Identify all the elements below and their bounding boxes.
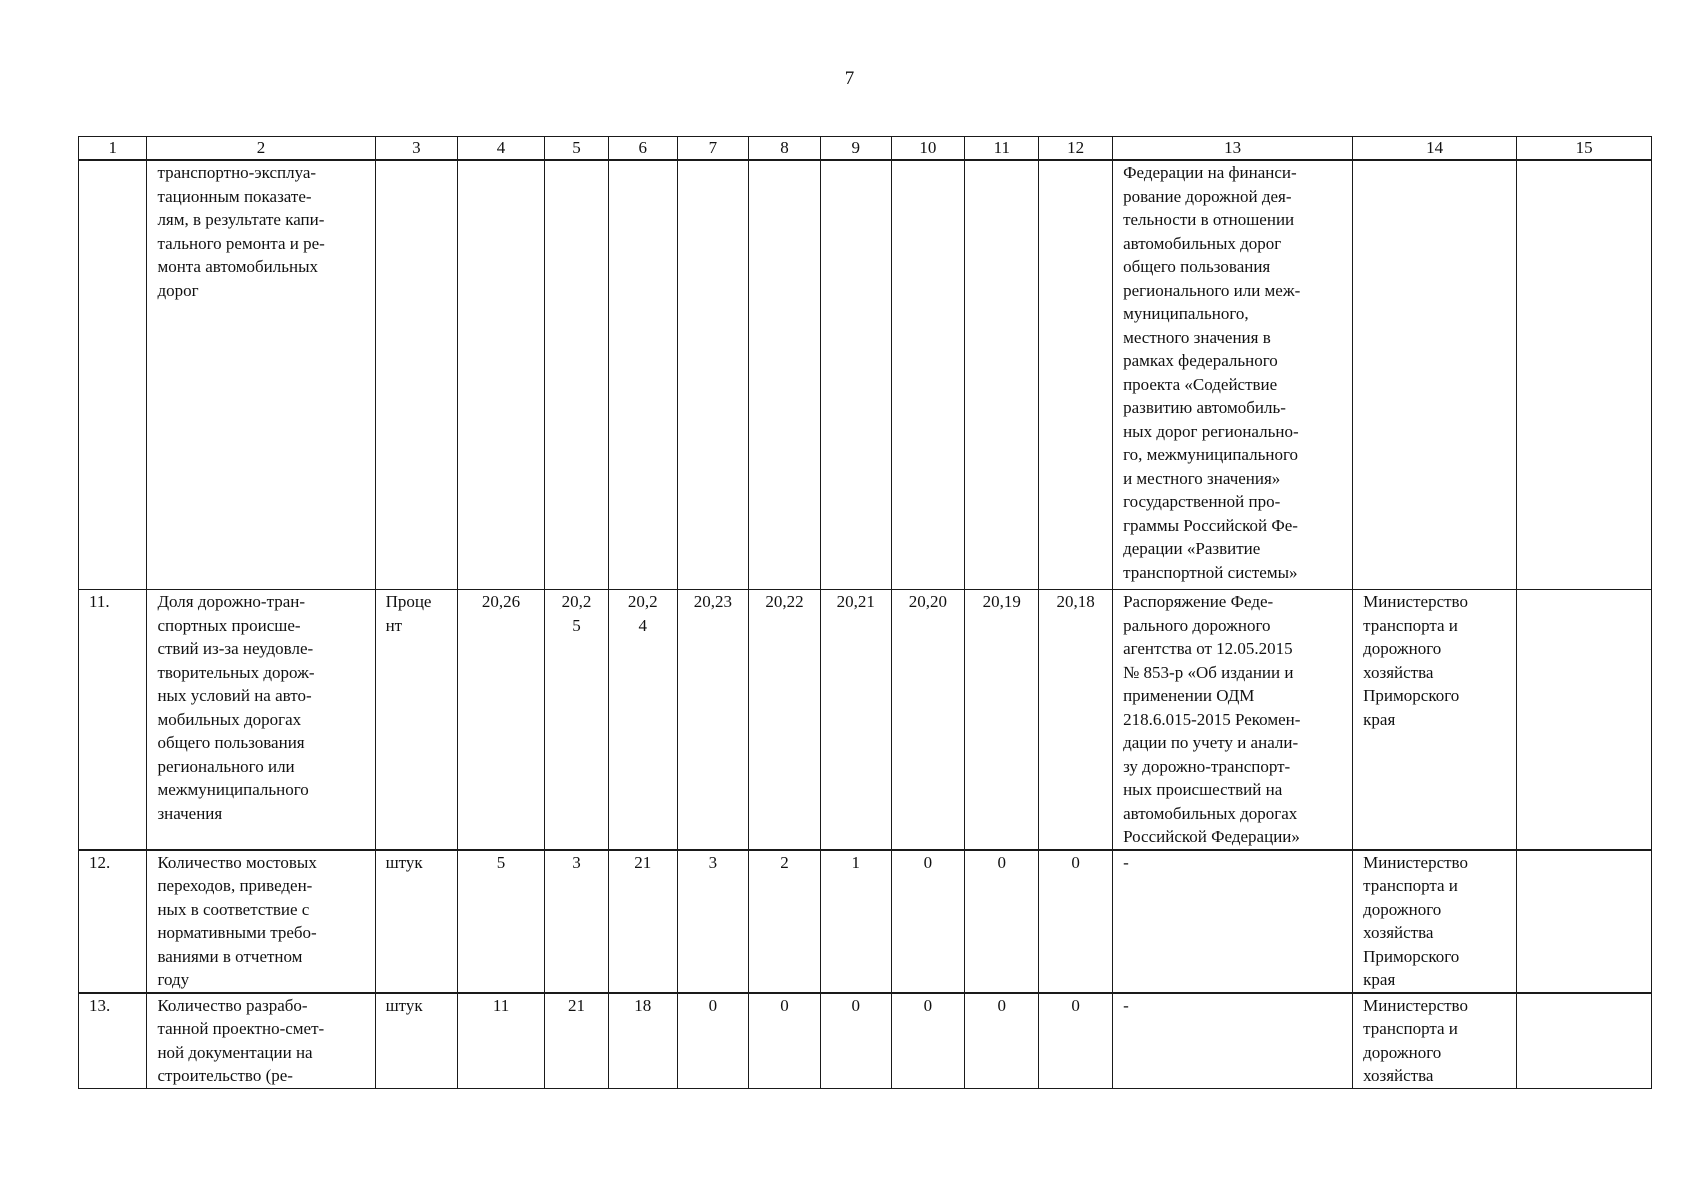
table-row xyxy=(79,993,1652,1089)
notes-cell xyxy=(1517,590,1652,850)
value-cell: 20,18 xyxy=(1039,590,1113,850)
column-header: 2 xyxy=(147,137,375,161)
value-cell: 18 xyxy=(609,993,677,1089)
value-cell: 0 xyxy=(1039,993,1113,1089)
value-cell: 0 xyxy=(820,993,891,1089)
value-cell xyxy=(749,160,821,590)
value-cell: 20,23 xyxy=(677,590,749,850)
source-document-cell: Федерации на финанси- рование дорожной дея- тельности в отношении автомобильных дорог общего пользования регионального или меж- муниципального, местного значения в рамках федерального проекта «Содействие развитию автомобиль- ных дорог регионально- го, межмуниципального и местного значения» государственной про- граммы Российской Фе- дерации «Развитие транспортной системы» xyxy=(1113,160,1353,590)
indicators-table xyxy=(78,136,1652,1089)
row-number-cell: 12. xyxy=(79,850,147,993)
page-number: 7 xyxy=(844,68,855,89)
column-header: 11 xyxy=(965,137,1039,161)
value-cell: 1 xyxy=(820,850,891,993)
value-cell: 3 xyxy=(545,850,609,993)
table-row xyxy=(79,590,1652,850)
column-header: 6 xyxy=(609,137,677,161)
value-cell: 0 xyxy=(1039,850,1113,993)
notes-cell xyxy=(1517,850,1652,993)
value-cell: 21 xyxy=(545,993,609,1089)
value-cell xyxy=(677,160,749,590)
value-cell: 3 xyxy=(677,850,749,993)
column-number-header-row xyxy=(79,137,1652,161)
value-cell xyxy=(820,160,891,590)
value-cell xyxy=(965,160,1039,590)
column-header: 13 xyxy=(1113,137,1353,161)
value-cell: 20,2 4 xyxy=(609,590,677,850)
unit-cell: штук xyxy=(375,850,458,993)
column-header: 7 xyxy=(677,137,749,161)
source-document-cell: - xyxy=(1113,993,1353,1089)
value-cell: 20,20 xyxy=(891,590,965,850)
value-cell: 20,22 xyxy=(749,590,821,850)
indicator-name-cell: Доля дорожно-тран- спортных происше- ствий из-за неудовле- творительных дорож- ных условий на авто- мобильных дорогах общего пользования регионального или межмуниципального значения xyxy=(147,590,375,850)
column-header: 3 xyxy=(375,137,458,161)
responsible-body-cell xyxy=(1353,160,1517,590)
value-cell: 20,19 xyxy=(965,590,1039,850)
value-cell: 5 xyxy=(458,850,545,993)
responsible-body-cell: Министерство транспорта и дорожного хозяйства Приморского края xyxy=(1353,850,1517,993)
value-cell xyxy=(458,160,545,590)
value-cell: 0 xyxy=(965,993,1039,1089)
column-header: 1 xyxy=(79,137,147,161)
unit-cell: Проце нт xyxy=(375,590,458,850)
indicator-name-cell: Количество разрабо- танной проектно-смет- ной документации на строительство (ре- xyxy=(147,993,375,1089)
responsible-body-cell: Министерство транспорта и дорожного хозяйства Приморского края xyxy=(1353,590,1517,850)
value-cell: 2 xyxy=(749,850,821,993)
column-header: 12 xyxy=(1039,137,1113,161)
unit-cell: штук xyxy=(375,993,458,1089)
value-cell: 20,26 xyxy=(458,590,545,850)
row-number-cell: 11. xyxy=(79,590,147,850)
value-cell: 20,21 xyxy=(820,590,891,850)
responsible-body-cell: Министерство транспорта и дорожного хозяйства xyxy=(1353,993,1517,1089)
value-cell: 0 xyxy=(677,993,749,1089)
value-cell: 0 xyxy=(749,993,821,1089)
column-header: 15 xyxy=(1517,137,1652,161)
source-document-cell: Распоряжение Феде- рального дорожного агентства от 12.05.2015 № 853-р «Об издании и применении ОДМ 218.6.015-2015 Рекомен- дации по учету и анали- зу дорожно-транспорт- ных происшествий на автомобильных дорогах Российской Федерации» xyxy=(1113,590,1353,850)
indicator-name-cell: транспортно-эксплуа- тационным показате- лям, в результате капи- тального ремонта и ре- монта автомобильных дорог xyxy=(147,160,375,590)
column-header: 9 xyxy=(820,137,891,161)
notes-cell xyxy=(1517,993,1652,1089)
row-number-cell: 13. xyxy=(79,993,147,1089)
indicator-name-cell: Количество мостовых переходов, приведен- ных в соответствие с нормативными требо- ваниями в отчетном году xyxy=(147,850,375,993)
value-cell: 0 xyxy=(965,850,1039,993)
value-cell xyxy=(1039,160,1113,590)
value-cell: 20,2 5 xyxy=(545,590,609,850)
value-cell xyxy=(891,160,965,590)
value-cell xyxy=(545,160,609,590)
unit-cell xyxy=(375,160,458,590)
value-cell: 0 xyxy=(891,850,965,993)
value-cell: 0 xyxy=(891,993,965,1089)
value-cell: 11 xyxy=(458,993,545,1089)
notes-cell xyxy=(1517,160,1652,590)
column-header: 8 xyxy=(749,137,821,161)
column-header: 4 xyxy=(458,137,545,161)
value-cell: 21 xyxy=(609,850,677,993)
column-header: 14 xyxy=(1353,137,1517,161)
table-row xyxy=(79,850,1652,993)
value-cell xyxy=(609,160,677,590)
column-header: 10 xyxy=(891,137,965,161)
column-header: 5 xyxy=(545,137,609,161)
row-number-cell xyxy=(79,160,147,590)
source-document-cell: - xyxy=(1113,850,1353,993)
table-row xyxy=(79,160,1652,590)
